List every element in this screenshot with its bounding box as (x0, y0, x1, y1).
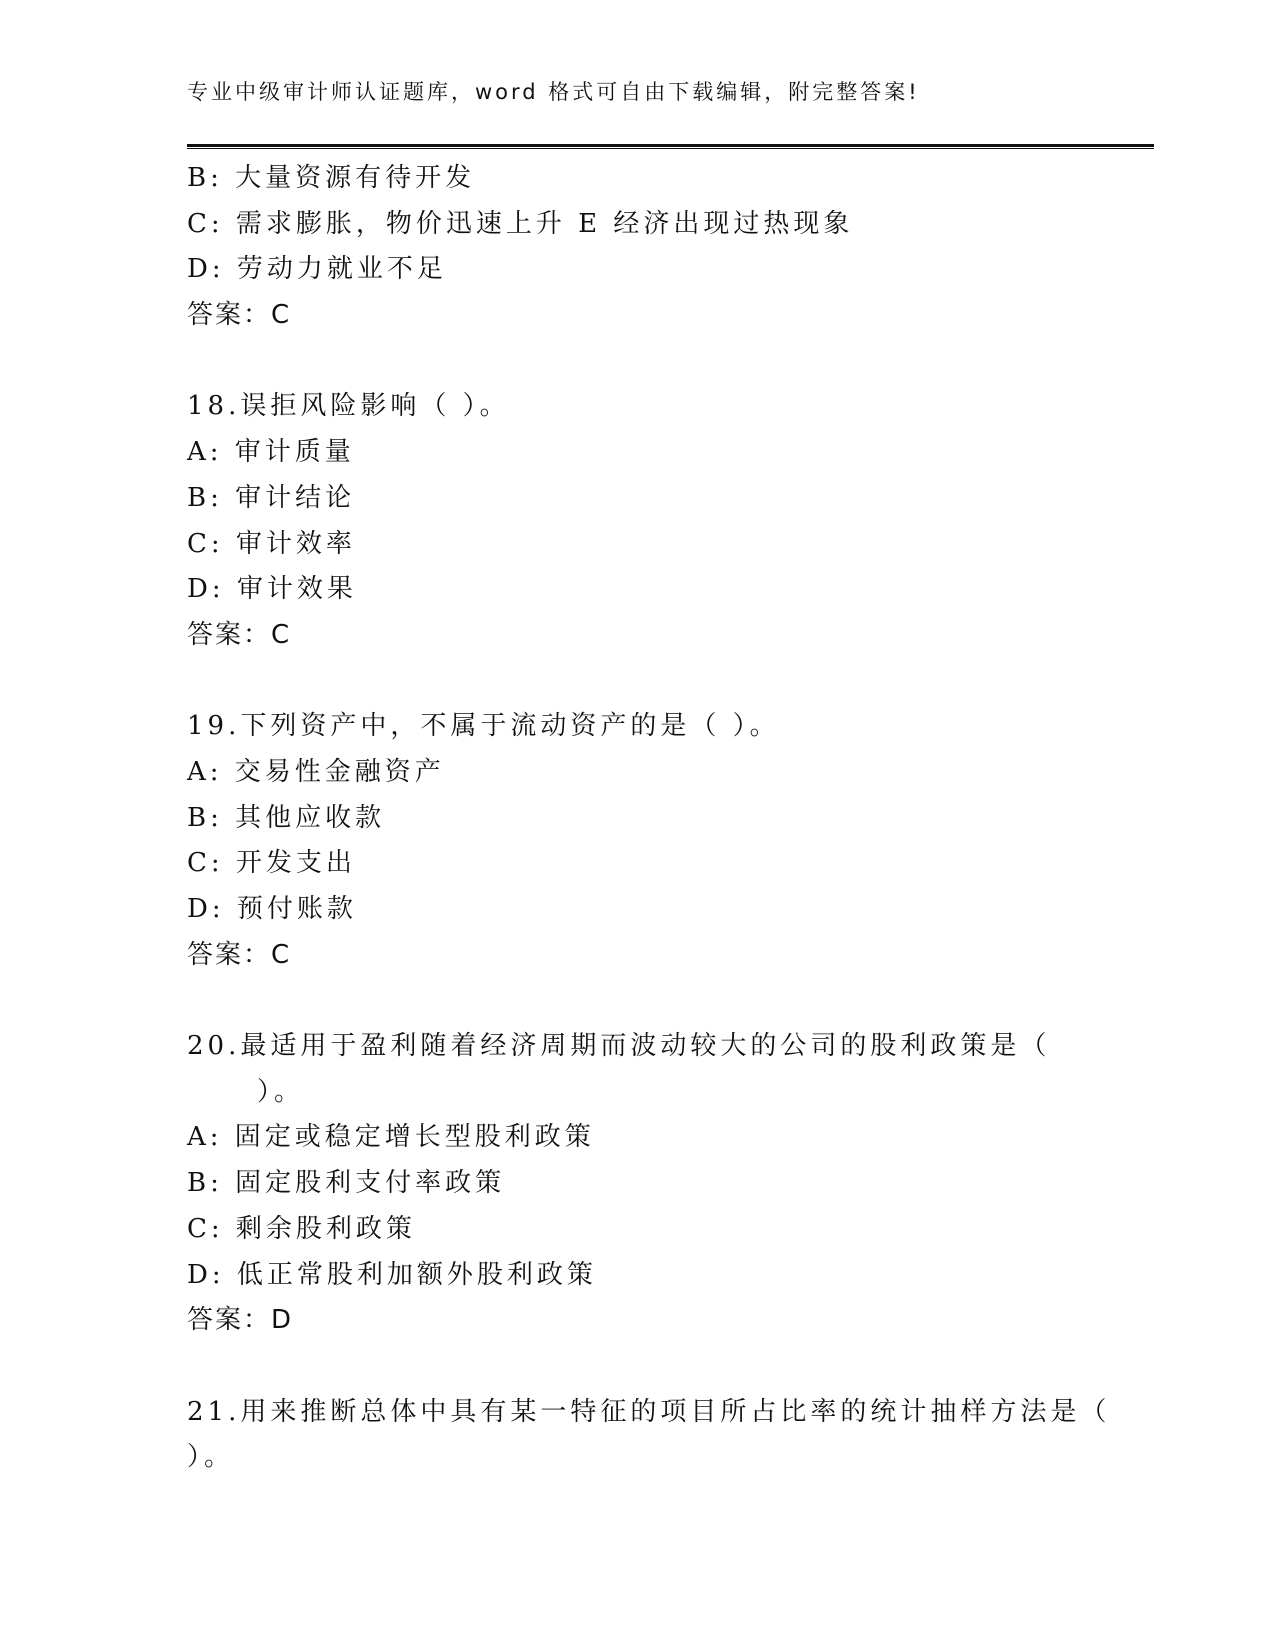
question-17 (187, 156, 1087, 339)
option-c: C: 开发支出 (187, 848, 356, 879)
question-stem: 21.用来推断总体中具有某一特征的项目所占比率的统计抽样方法是（ (187, 1396, 1111, 1427)
question-stem: 18.误拒风险影响（ ）。 (187, 391, 510, 422)
question-stem-continued: ）。 (187, 1442, 235, 1473)
option-c: C: 需求膨胀，物价迅速上升 E 经济出现过热现象 (187, 208, 854, 239)
answer: 答案：D (187, 1305, 294, 1336)
question-stem: 19.下列资产中，不属于流动资产的是（ ）。 (187, 711, 780, 742)
question-21 (187, 1390, 1111, 1481)
option-a: A: 固定或稳定增长型股利政策 (187, 1122, 595, 1153)
option-d: D: 预付账款 (187, 894, 357, 924)
question-list (187, 156, 1111, 1481)
option-c: C: 剩余股利政策 (187, 1213, 416, 1244)
question-stem-continued: ）。 (257, 1076, 305, 1107)
question-20 (187, 1024, 1087, 1344)
option-d: D: 审计效果 (187, 574, 357, 605)
option-a: A: 审计质量 (187, 437, 355, 468)
option-d: D: 低正常股利加额外股利政策 (187, 1259, 597, 1290)
option-a: A: 交易性金融资产 (187, 756, 445, 787)
page-header: 专业中级审计师认证题库，word 格式可自由下载编辑，附完整答案! (187, 80, 920, 104)
answer: 答案：C (187, 300, 292, 331)
option-c: C: 审计效率 (187, 528, 356, 559)
option-b: B: 大量资源有待开发 (187, 163, 476, 193)
option-b: B: 其他应收款 (187, 802, 386, 833)
answer: 答案：C (187, 939, 292, 970)
question-18 (187, 384, 1087, 658)
answer: 答案：C (187, 619, 292, 650)
header-rule (187, 144, 1154, 149)
question-stem: 20.最适用于盈利随着经济周期而波动较大的公司的股利政策是（ (187, 1031, 1051, 1062)
option-b: B: 固定股利支付率政策 (187, 1168, 506, 1199)
option-b: B: 审计结论 (187, 482, 356, 513)
option-d: D: 劳动力就业不足 (187, 254, 447, 285)
question-19 (187, 704, 1087, 978)
